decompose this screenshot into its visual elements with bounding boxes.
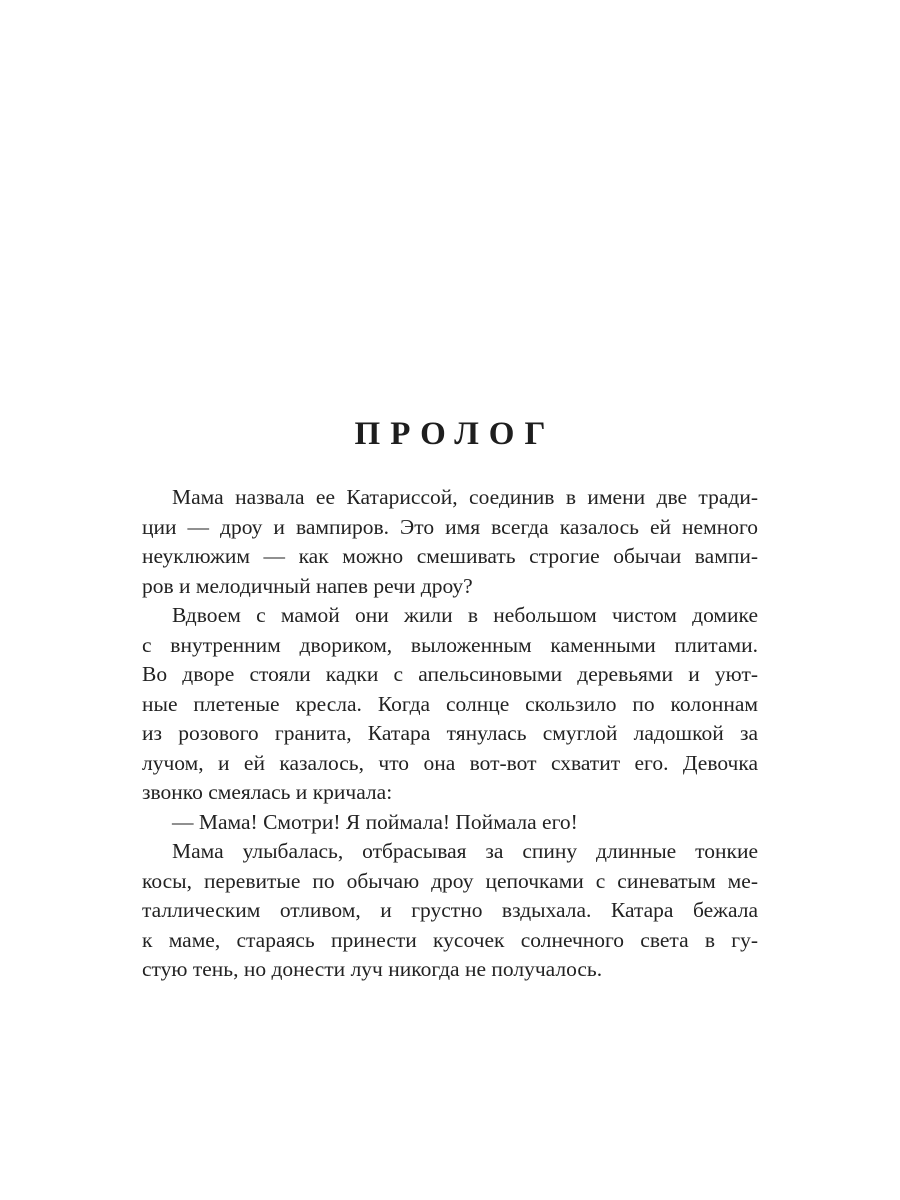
text-line: лучом, и ей казалось, что она вот-вот схватит его. Девочка [142, 750, 758, 775]
text-line: Мама назвала ее Катариссой, соединив в имени две тради- [172, 485, 758, 509]
paragraph [142, 837, 758, 985]
text-line: стую тень, но донести луч никогда не получалось. [142, 957, 603, 981]
paragraph [142, 483, 758, 601]
text-line: ные плетеные кресла. Когда солнце скользило по колоннам [142, 691, 758, 716]
chapter-title: ПРОЛОГ [354, 416, 556, 452]
body-text [142, 483, 758, 985]
text-line: таллическим отливом, и грустно вздыхала. Катара бежала [142, 898, 758, 922]
text-line: Мама улыбалась, отбрасывая за спину длинные тонкие [172, 839, 758, 863]
text-line: из розового гранита, Катара тянулась смуглой ладошкой за [142, 721, 758, 745]
text-line: ров и мелодичный напев речи дроу? [142, 573, 473, 598]
paragraph [142, 601, 758, 808]
text-line: ции — дроу и вампиров. Это имя всегда казалось ей немного [142, 514, 758, 539]
text-line: — Мама! Смотри! Я поймала! Поймала его! [172, 809, 578, 834]
text-line: косы, перевитые по обычаю дроу цепочками с синеватым ме- [142, 868, 758, 893]
text-line: Во дворе стояли кадки с апельсиновыми деревьями и уют- [142, 662, 758, 686]
paragraph [142, 808, 758, 838]
text-line: к маме, стараясь принести кусочек солнечного света в гу- [142, 927, 758, 952]
text-line: звонко смеялась и кричала: [142, 780, 393, 804]
text-line: Вдвоем с мамой они жили в небольшом чистом домике [172, 603, 758, 627]
text-line: с внутренним двориком, выложенным каменными плитами. [142, 632, 758, 657]
text-line: неуклюжим — как можно смешивать строгие обычаи вампи- [142, 544, 758, 568]
